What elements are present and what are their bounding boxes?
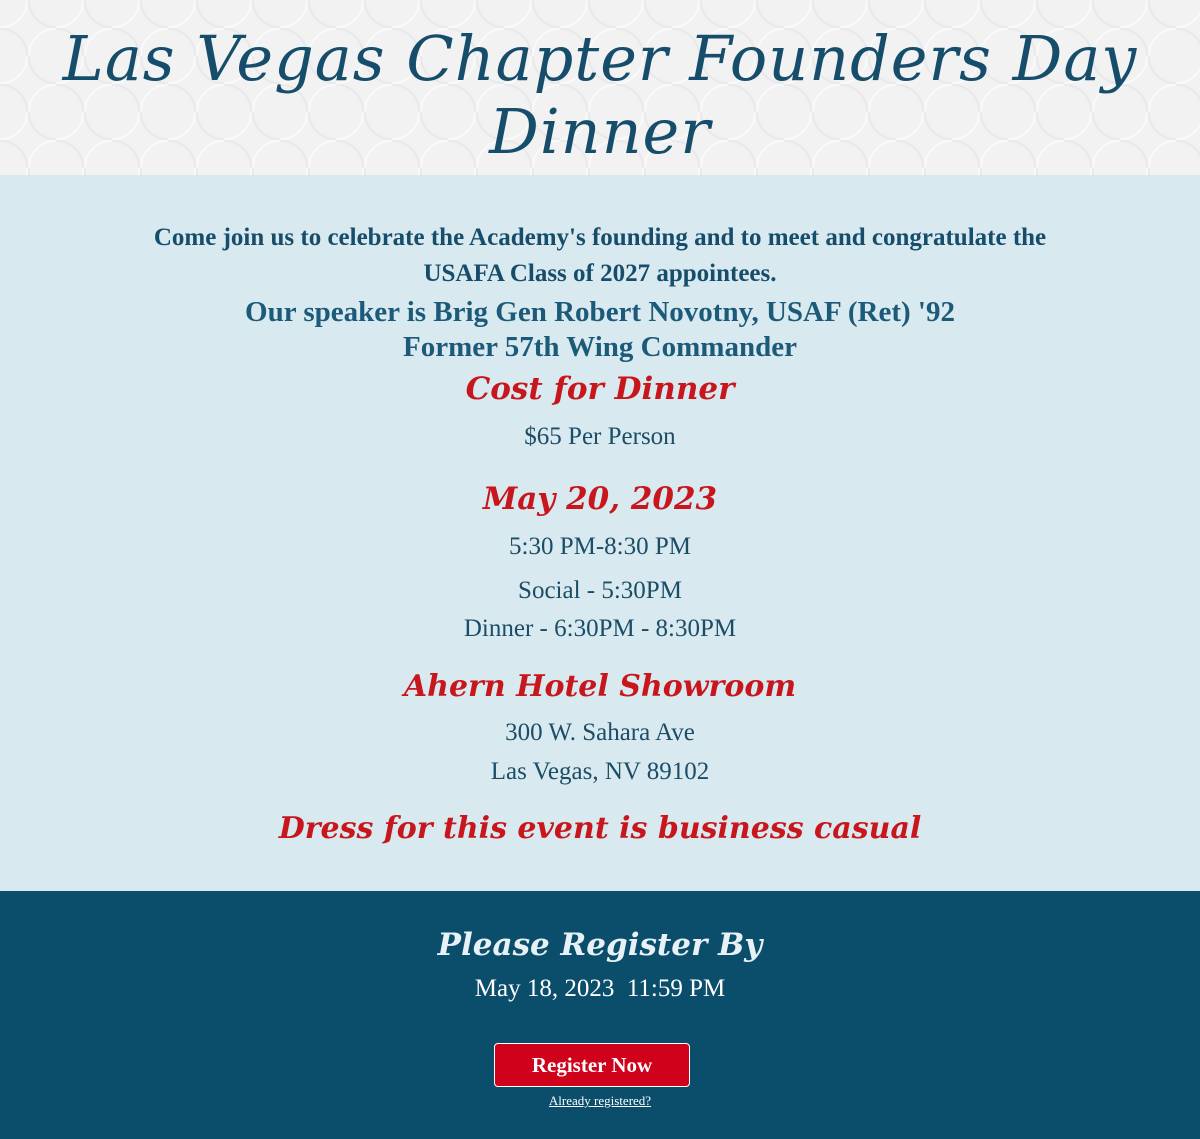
venue-address-1: 300 W. Sahara Ave — [505, 719, 695, 746]
speaker-info — [0, 295, 1200, 365]
dinner-time: Dinner - 6:30PM - 8:30PM — [463, 615, 737, 642]
already-registered-link[interactable]: Already registered? — [548, 1093, 652, 1108]
registration-footer — [0, 891, 1200, 1139]
intro-line-1: Come join us to celebrate the Academy's founding and to meet and congratulate the — [153, 224, 1047, 251]
venue-address-2: Las Vegas, NV 89102 — [490, 758, 710, 785]
cost-heading: Cost for Dinner — [465, 371, 735, 407]
register-by-heading: Please Register By — [437, 927, 763, 963]
cost-price: $65 Per Person — [524, 423, 676, 450]
register-deadline: May 18, 2023 11:59 PM — [474, 975, 726, 1002]
register-now-button[interactable]: Register Now — [494, 1043, 690, 1087]
date-heading: May 20, 2023 — [482, 481, 718, 517]
event-details — [0, 175, 1200, 891]
header-banner — [0, 0, 1200, 175]
intro-text — [40, 220, 1160, 292]
page-title: Las Vegas Chapter Founders Day Dinner — [62, 22, 1138, 168]
time-range: 5:30 PM-8:30 PM — [509, 533, 691, 560]
speaker-line-1: Our speaker is Brig Gen Robert Novotny, USAF (Ret) '92 — [245, 296, 955, 328]
dress-code: Dress for this event is business casual — [278, 811, 922, 846]
speaker-line-2: Former 57th Wing Commander — [403, 331, 797, 363]
venue-heading: Ahern Hotel Showroom — [403, 669, 797, 704]
social-time: Social - 5:30PM — [518, 577, 682, 604]
intro-line-2: USAFA Class of 2027 appointees. — [423, 260, 777, 287]
